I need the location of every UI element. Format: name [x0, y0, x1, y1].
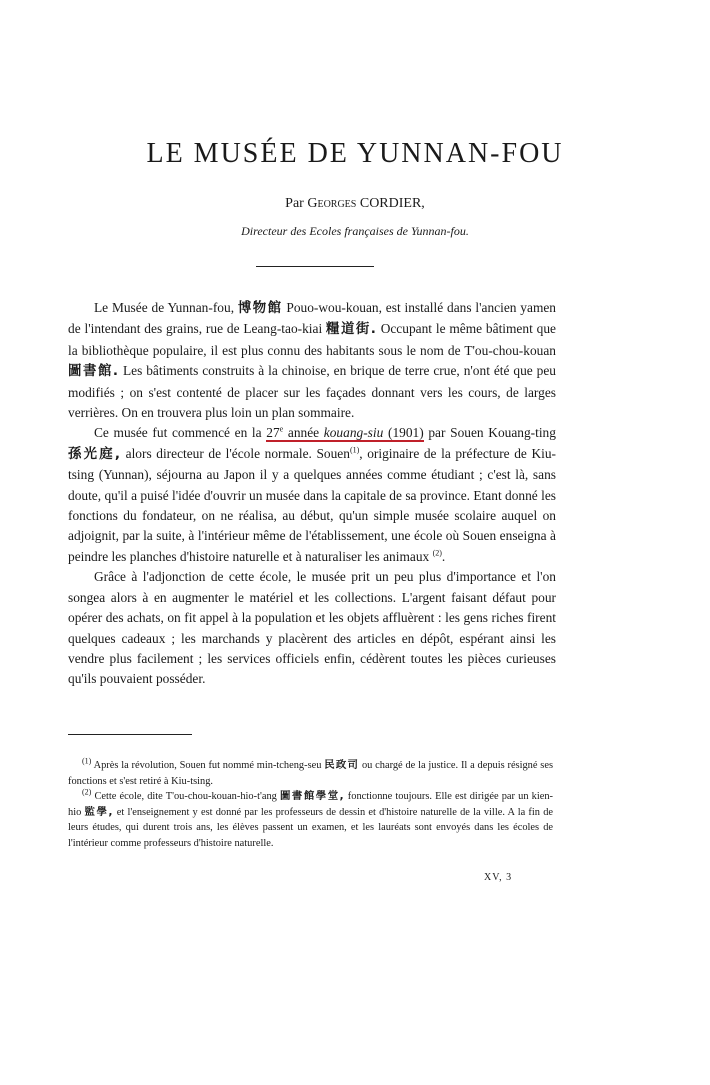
- footnote-2-text-c: et l'enseignement y est donné par les professeurs de dessin et d'histoire naturelle de la ville. A la fin de leurs études, qui durent trois ans, les élèves passent un examen, et les lauréats sont envoyés dans les écoles de l'intérieur comme professeurs d'histoire naturelle.: [68, 806, 554, 849]
- p1-text-c: Occupant le même bâtiment que la bibliothèque populaire, il est plus connu des habitants sous le nom de T'ou-chou-kouan: [68, 321, 556, 358]
- author-line: [0, 196, 710, 212]
- p2-text-b: par Souen Kouang-ting: [428, 425, 556, 441]
- article-body: [68, 298, 556, 690]
- marked-year: (1901): [387, 425, 424, 441]
- footnote-ref-1[interactable]: (1): [349, 445, 360, 455]
- p1-chinese-pouo-wou-kouan: 博物館: [237, 301, 283, 316]
- p1-chinese-leang-tao-kiai: 糧道街.: [326, 322, 377, 338]
- marked-number: 27: [266, 425, 280, 441]
- footnotes: [68, 758, 553, 852]
- marked-word: année: [287, 425, 320, 441]
- p2-text-c: alors directeur de l'école normale. Souen: [125, 445, 350, 461]
- underlined-date-phrase: [266, 425, 423, 442]
- footnote-1-text-a: Après la révolution, Souen fut nommé min-tcheng-seu: [93, 760, 322, 771]
- footnote-1-mark: (1): [82, 756, 92, 766]
- p1-chinese-tou-chou-kouan: 圖書館.: [68, 364, 120, 380]
- title-divider: [256, 266, 374, 267]
- p2-text-d: , originaire de la préfecture de Kiu-tsing (Yunnan), séjourna au Japon il y a quelques années comme étudiant ; c'est là, sans doute, qu'il a puisé l'idée d'ouvrir un musée dans la capitale de sa province. Etant donné les fonctions du fondateur, on ne réalisa, au début, qu'un simple musée scolaire auquel on adjoignit, par la suite, à l'intérieur même de l'établissement, une école où Souen enseigna à peindre les planches d'histoire naturelle et à naturaliser les animaux: [68, 445, 556, 564]
- p2-text-e: .: [441, 548, 446, 564]
- author-first-name: Georges: [307, 196, 357, 211]
- footnote-2-text-b: fonctionne toujours. Elle est dirigée par un kien-hio: [68, 791, 554, 818]
- p1-text-a: Le Musée de Yunnan-fou,: [94, 300, 235, 315]
- footnote-1-text-b: ou chargé de la justice. Il a depuis résigné ses fonctions et s'est retiré à Kiu-tsing.: [68, 760, 554, 787]
- author-prefix: Par: [285, 196, 304, 211]
- footnote-1: [68, 758, 553, 789]
- author-last-name: CORDIER,: [359, 196, 425, 211]
- footnote-1-chinese: 民政司: [324, 759, 360, 771]
- p2-chinese-souen-kouang-ting: 孫光庭,: [68, 446, 122, 462]
- footnote-divider: [68, 734, 192, 735]
- p2-text-a: Ce musée fut commencé en la: [94, 425, 262, 441]
- footnote-2: [68, 789, 553, 851]
- footnote-2-text-a: Cette école, dite T'ou-chou-kouan-hio-t'ang: [94, 791, 277, 803]
- footnote-ref-2[interactable]: (2): [432, 548, 442, 558]
- marked-era-name: kouang-siu: [323, 425, 384, 441]
- article-title: LE MUSÉE DE YUNNAN-FOU: [146, 138, 564, 169]
- footnote-2-chinese-school: 圖書館學堂,: [280, 790, 345, 803]
- p1-text-b: Pouo-wou-kouan, est installé dans l'ancien yamen de l'intendant des grains, rue de Leang-tao-kiai: [68, 300, 556, 337]
- page-number: XV, 3: [484, 872, 513, 883]
- p1-text-d: Les bâtiments construits à la chinoise, en brique de terre crue, n'ont été que peu modifiés ; on s'est contenté de placer sur les façades donnant vers les cours, de larges verrières. On en trouvera plus loin un plan sommaire.: [68, 363, 556, 421]
- author-affiliation: Directeur des Ecoles françaises de Yunnan-fou.: [241, 224, 469, 238]
- marked-ordinal: e: [279, 424, 284, 434]
- footnote-2-chinese-kien-hio: 監學,: [84, 805, 114, 818]
- paragraph-1: [68, 298, 556, 423]
- paragraph-2: [68, 423, 556, 567]
- footnote-2-mark: (2): [82, 787, 92, 797]
- paragraph-3: Grâce à l'adjonction de cette école, le musée prit un peu plus d'importance et l'on songea alors à en augmenter le matériel et les collections. L'argent faisant défaut pour opérer des achats, on fit appel à la population et les objets affluèrent : les gens riches firent quelques cadeaux ; les marchands y placèrent des articles en dépôt, espérant ainsi les vendre plus facilement ; les services officiels enfin, cédèrent toutes les pièces curieuses qu'ils pouvaient posséder.: [68, 569, 556, 687]
